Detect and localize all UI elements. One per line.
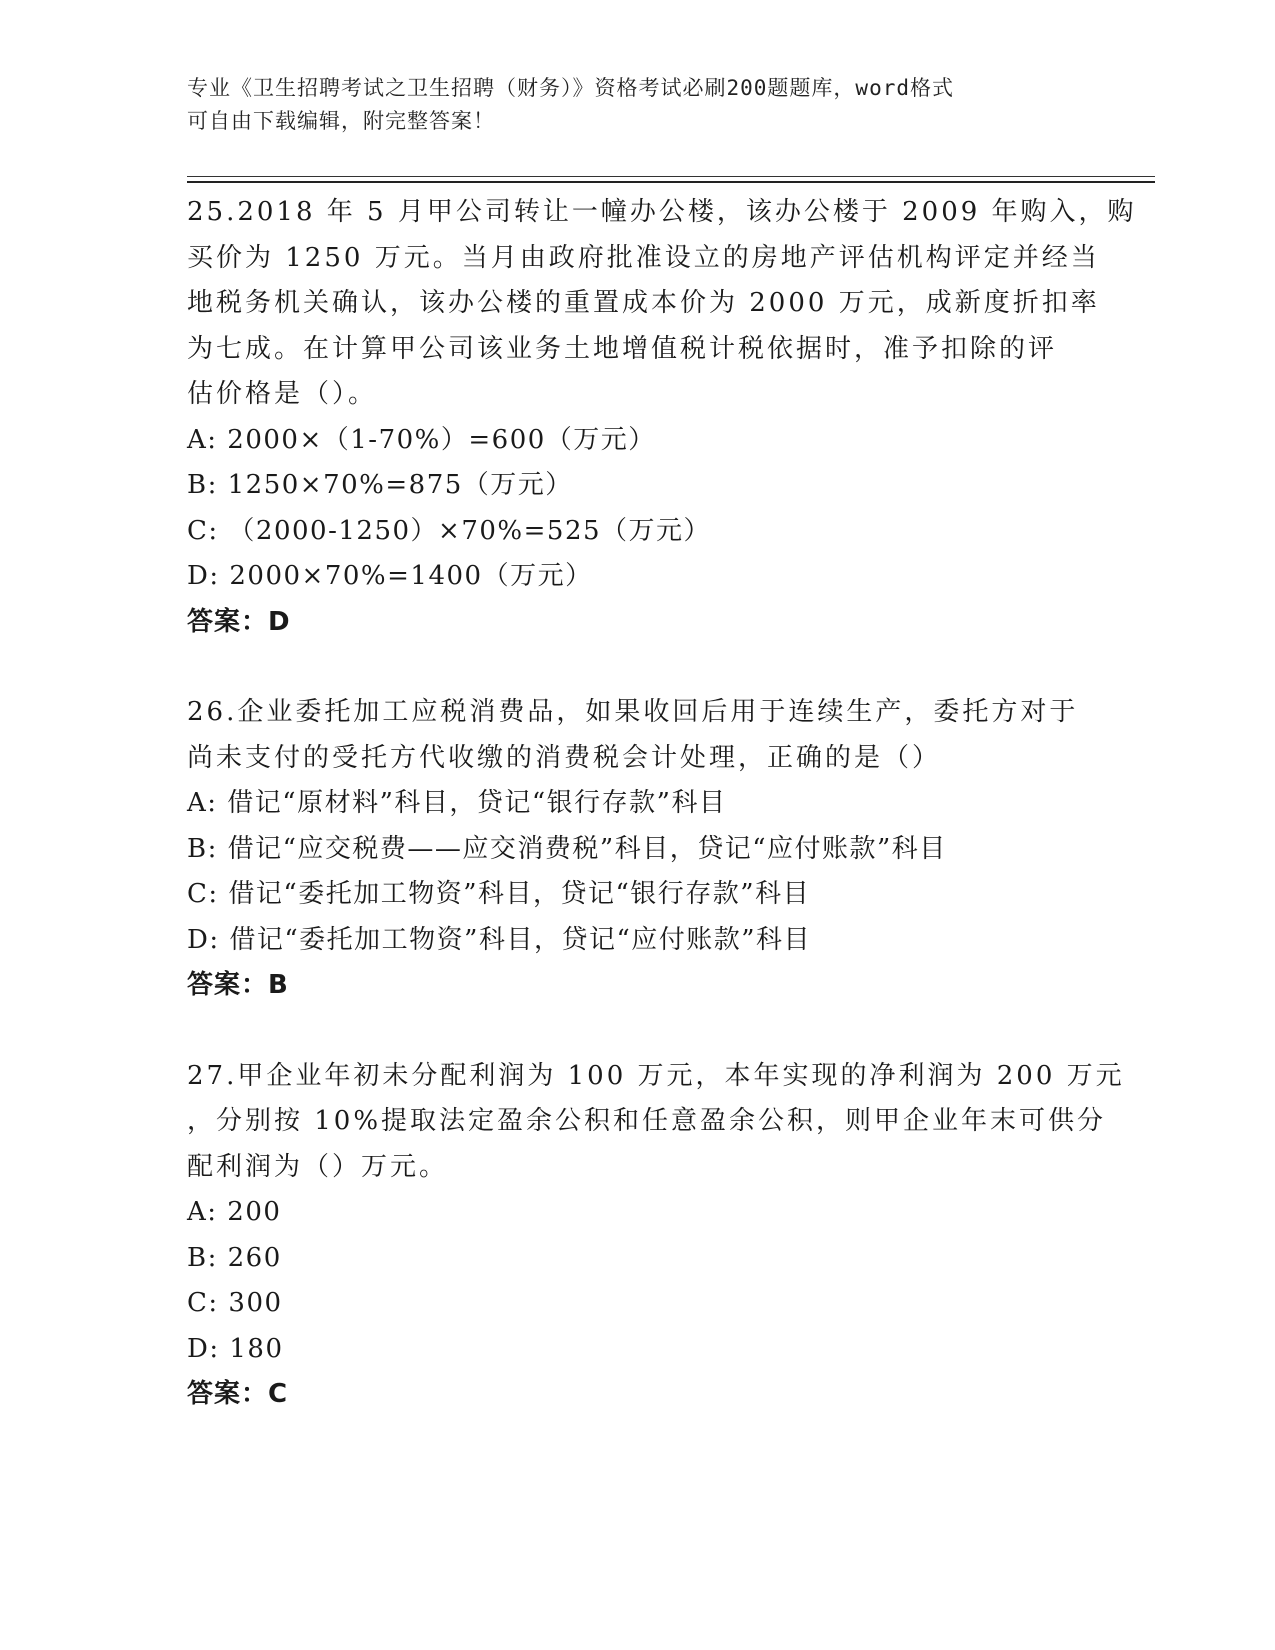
option-d: D: 借记“委托加工物资”科目，贷记“应付账款”科目 [187, 924, 812, 955]
option-c: C: 借记“委托加工物资”科目，贷记“银行存款”科目 [187, 879, 811, 909]
question-spacer [187, 1009, 1087, 1054]
question-stem-line: 配利润为（）万元。 [187, 1151, 449, 1182]
question-list [187, 190, 1137, 1418]
answer-label: 答案：D [187, 606, 291, 637]
question-stem-line: 买价为 1250 万元。当月由政府批准设立的房地产评估机构评定并经当 [187, 242, 1100, 273]
question-stem-line: 地税务机关确认，该办公楼的重置成本价为 2000 万元，成新度折扣率 [187, 288, 1100, 318]
option-b: B: 1250×70%=875（万元） [187, 470, 573, 500]
header-line-2: 可自由下载编辑，附完整答案！ [187, 109, 495, 133]
option-b: B: 借记“应交税费——应交消费税”科目，贷记“应付账款”科目 [187, 833, 947, 864]
header-divider-thick [187, 181, 1155, 183]
header-divider-thin [187, 176, 1155, 177]
answer-label: 答案：B [187, 970, 289, 1000]
option-d: D: 180 [187, 1333, 284, 1364]
question-26 [187, 690, 1087, 1009]
question-stem-line: 27.甲企业年初未分配利润为 100 万元，本年实现的净利润为 200 万元 [187, 1060, 1125, 1091]
option-a: A: 借记“原材料”科目，贷记“银行存款”科目 [187, 788, 727, 818]
header-line-1: 专业《卫生招聘考试之卫生招聘（财务）》资格考试必刷200题题库，word格式 [187, 76, 954, 100]
question-stem-line: 尚未支付的受托方代收缴的消费税会计处理，正确的是（） [187, 742, 942, 773]
question-stem-line: 26.企业委托加工应税消费品，如果收回后用于连续生产，委托方对于 [187, 697, 1079, 727]
question-stem-line: ，分别按 10%提取法定盈余公积和任意盈余公积，则甲企业年末可供分 [187, 1106, 1107, 1136]
question-25 [187, 190, 1137, 645]
question-stem-line: 25.2018 年 5 月甲公司转让一幢办公楼，该办公楼于 2009 年购入，购 [187, 197, 1137, 227]
option-a: A: 200 [187, 1197, 282, 1227]
question-spacer [187, 645, 1087, 690]
question-stem-line: 为七成。在计算甲公司该业务土地增值税计税依据时，准予扣除的评 [187, 333, 1058, 364]
option-a: A: 2000×（1-70%）=600（万元） [187, 424, 656, 455]
option-c: C: （2000-1250）×70%=525（万元） [187, 515, 712, 546]
option-b: B: 260 [187, 1242, 282, 1273]
question-stem-line: 估价格是（）。 [187, 379, 378, 409]
option-d: D: 2000×70%=1400（万元） [187, 561, 593, 591]
option-c: C: 300 [187, 1288, 283, 1318]
page-header [187, 72, 1067, 138]
question-27 [187, 1054, 1125, 1418]
answer-label: 答案：C [187, 1379, 289, 1409]
